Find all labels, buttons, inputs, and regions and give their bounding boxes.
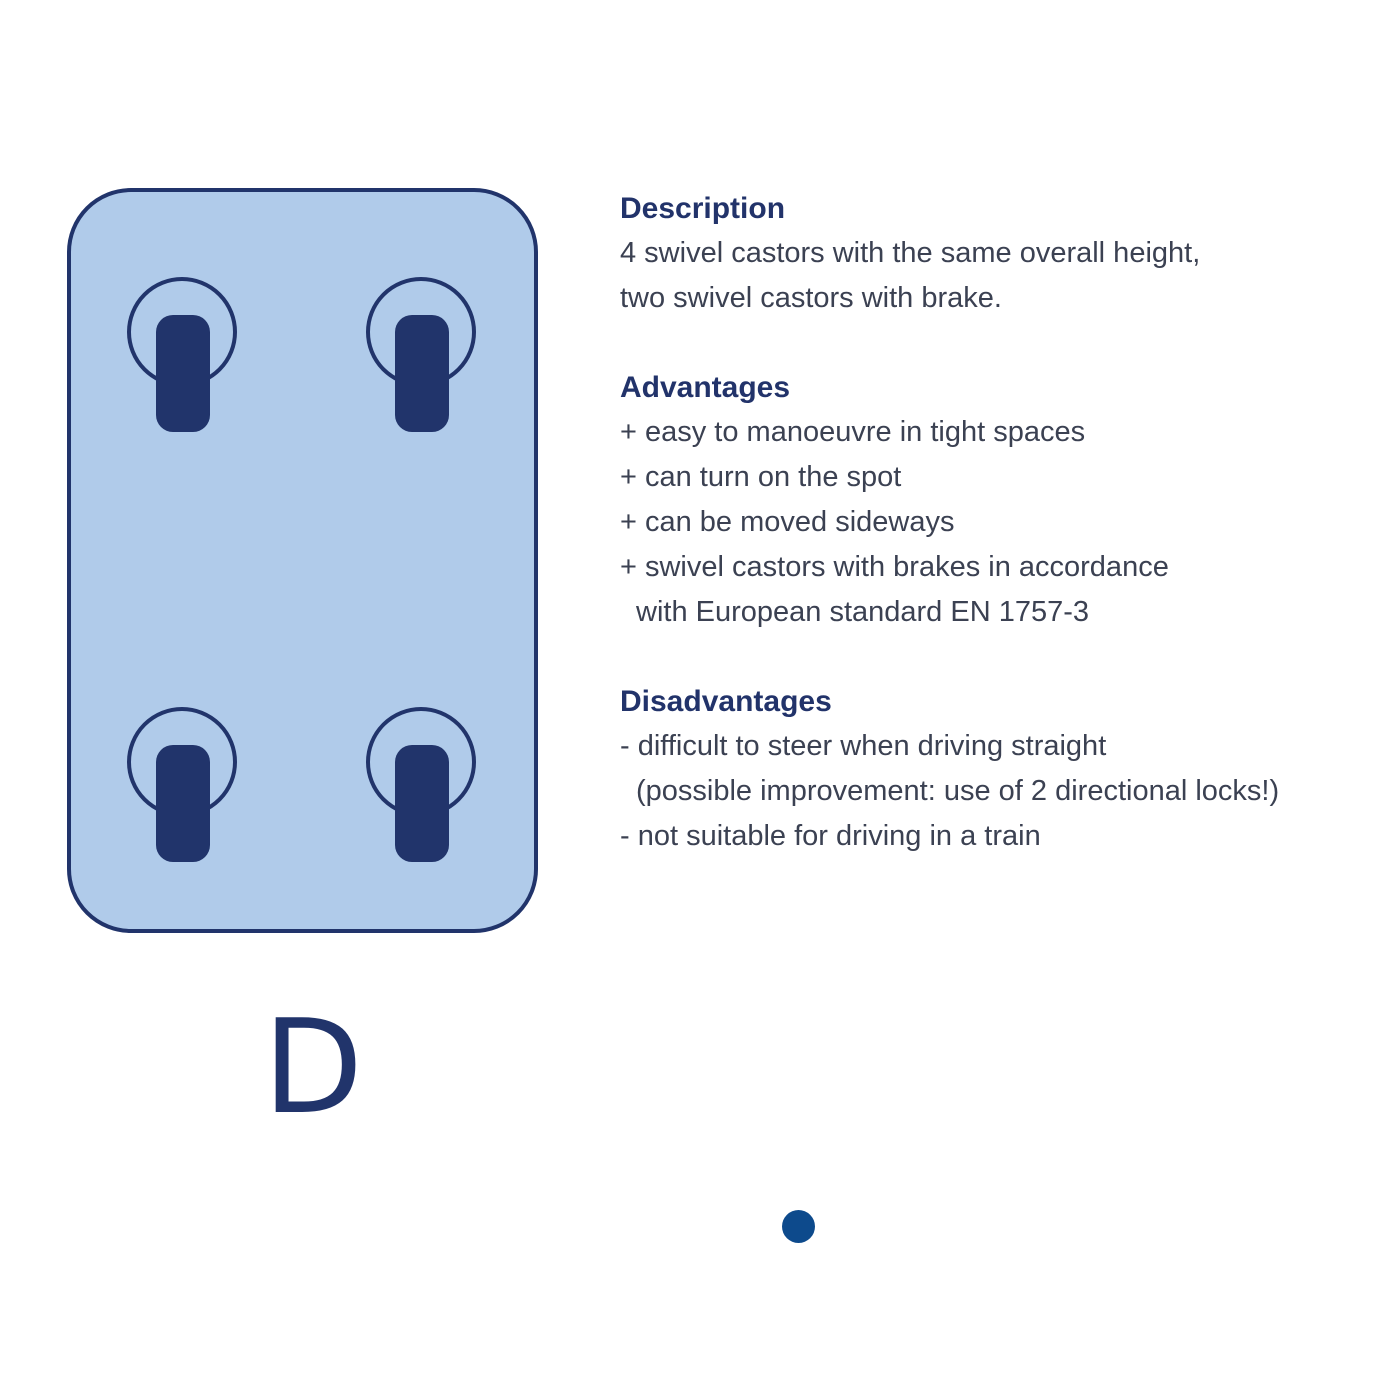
disadvantage-item: - difficult to steer when driving straight	[620, 730, 1107, 762]
advantages-section	[620, 365, 1380, 635]
disadvantages-heading: Disadvantages	[620, 685, 832, 718]
description-heading: Description	[620, 192, 786, 225]
advantage-item: + swivel castors with brakes in accordance	[620, 551, 1169, 583]
description-section	[620, 186, 1380, 321]
advantage-item: + easy to manoeuvre in tight spaces	[620, 416, 1086, 448]
castor-layout-diagram	[0, 0, 600, 1000]
configuration-letter: D	[262, 991, 364, 1143]
carousel-pager-dot[interactable]	[782, 1210, 815, 1243]
disadvantages-section	[620, 679, 1380, 859]
disadvantage-item-continuation: (possible improvement: use of 2 directional locks!)	[636, 775, 1280, 807]
description-line: 4 swivel castors with the same overall height,	[620, 237, 1201, 269]
advantage-item: + can be moved sideways	[620, 506, 955, 538]
description-line: two swivel castors with brake.	[620, 282, 1002, 314]
advantages-heading: Advantages	[620, 371, 791, 404]
advantage-item-continuation: with European standard EN 1757-3	[636, 596, 1090, 628]
info-text-panel	[620, 186, 1380, 903]
advantage-item: + can turn on the spot	[620, 461, 902, 493]
disadvantage-item: - not suitable for driving in a train	[620, 820, 1041, 852]
